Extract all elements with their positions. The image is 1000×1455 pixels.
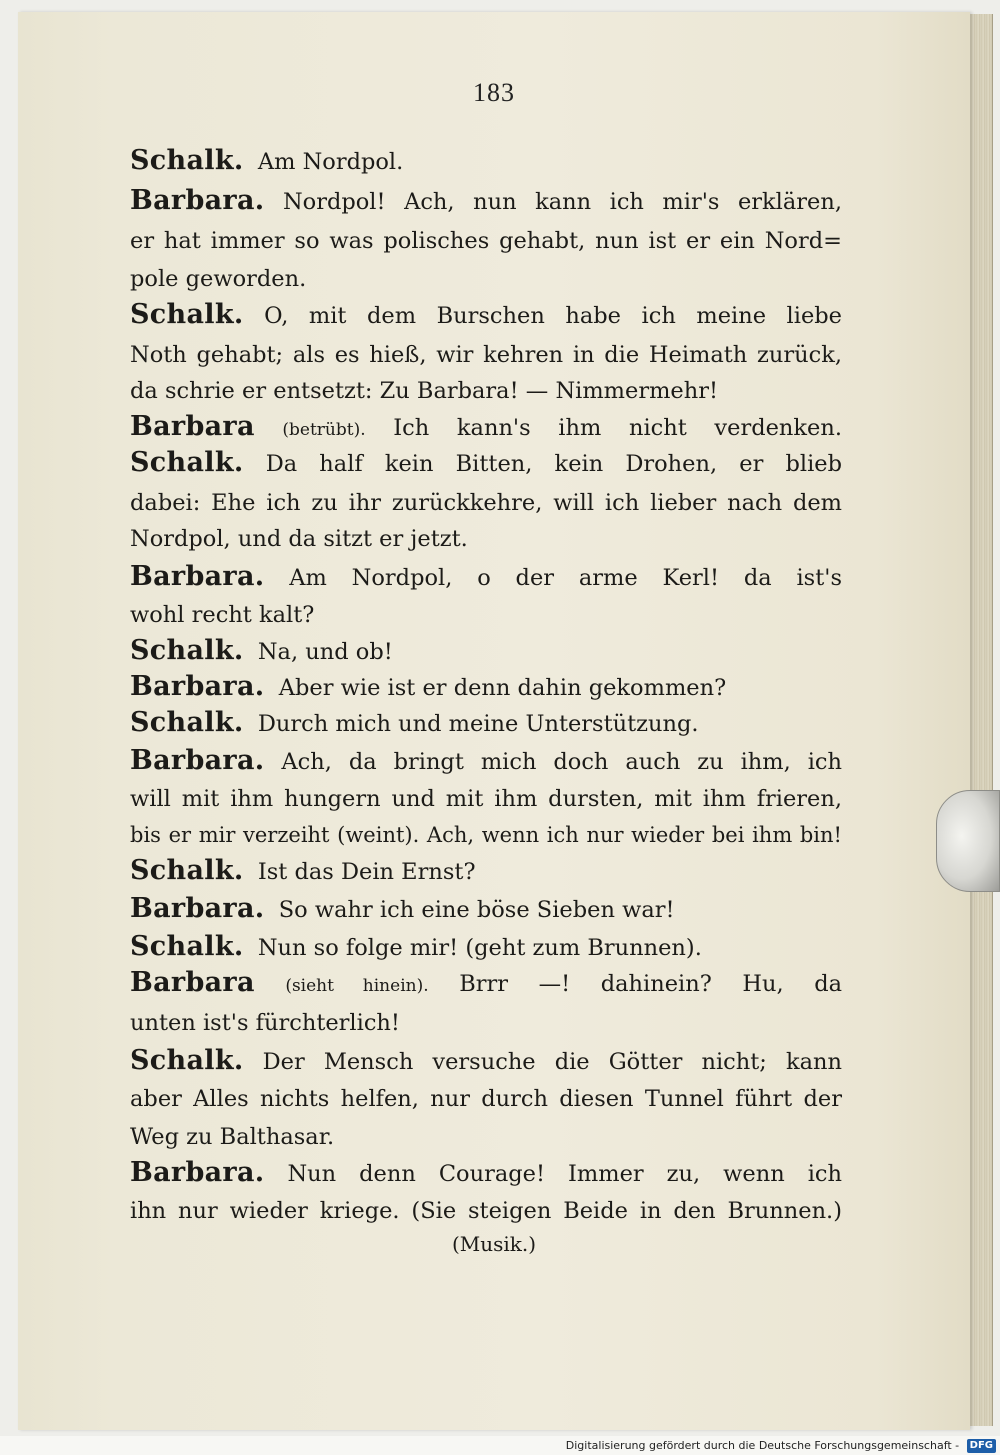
speaker-name: Barbara. <box>130 671 265 702</box>
line-text: O, mit dem Burschen habe ich meine liebe <box>264 303 842 329</box>
text-line <box>130 744 842 779</box>
book-page-edges <box>970 14 993 1426</box>
text-line <box>130 374 842 408</box>
text-line <box>130 144 842 179</box>
line-text: Durch mich und meine Unterstützung. <box>257 711 699 737</box>
text-line <box>130 522 842 556</box>
line-text: Der Mensch versuche die Götter nicht; kann <box>262 1049 842 1075</box>
speaker-name: Barbara. <box>130 185 265 216</box>
speaker-name: Barbara. <box>130 1157 265 1188</box>
line-text: Am Nordpol, o der arme Kerl! da ist's <box>289 565 842 591</box>
line-text: So wahr ich eine böse Sieben war! <box>278 897 675 923</box>
line-text: will mit ihm hungern und mit ihm dursten, mit ihm frieren, <box>130 786 842 812</box>
text-line <box>130 670 842 705</box>
line-text: wohl recht kalt? <box>130 602 315 628</box>
speaker-name: Schalk. <box>130 707 244 738</box>
line-text: bis er mir verzeiht (weint). Ach, wenn ich nur wieder bei ihm bin! <box>130 823 842 847</box>
text-line <box>130 298 842 333</box>
stage-direction: (sieht hinein). <box>285 976 429 996</box>
line-text: Nun so folge mir! (geht zum Brunnen). <box>257 935 702 961</box>
speaker-name: Schalk. <box>130 635 244 666</box>
speaker-name: Schalk. <box>130 855 244 886</box>
text-line <box>130 446 842 481</box>
dfg-logo: DFG <box>967 1439 996 1453</box>
line-text: Am Nordpol. <box>257 149 404 175</box>
text-line <box>130 782 842 816</box>
line-text: er hat immer so was polisches gehabt, nun ist er ein Nord= <box>130 228 842 254</box>
line-text: Brrr —! dahinein? Hu, da <box>459 971 843 997</box>
digitization-footer <box>0 1436 1000 1455</box>
line-text: Ach, da bringt mich doch auch zu ihm, ich <box>281 749 842 775</box>
text-line <box>130 892 842 927</box>
speaker-name: Schalk. <box>130 1045 244 1076</box>
music-cue: (Musik.) <box>451 1232 537 1256</box>
text-line <box>130 634 842 669</box>
speaker-name: Barbara <box>130 411 255 442</box>
line-text: aber Alles nichts helfen, nur durch diesen Tunnel führt der <box>130 1086 842 1112</box>
line-text: Da half kein Bitten, kein Drohen, er blieb <box>265 451 843 477</box>
text-line <box>130 706 842 741</box>
text-line <box>130 184 842 219</box>
speaker-name: Barbara. <box>130 745 265 776</box>
line-text: Na, und ob! <box>257 639 393 665</box>
text-line <box>130 410 842 447</box>
text-line <box>130 224 842 258</box>
line-text: ihn nur wieder kriege. (Sie steigen Beide in den Brunnen.) <box>130 1198 842 1224</box>
text-line <box>130 818 842 852</box>
line-text: Noth gehabt; als es hieß, wir kehren in die Heimath zurück, <box>130 342 842 368</box>
scanned-page <box>18 12 970 1430</box>
speaker-name: Schalk. <box>130 931 244 962</box>
line-text: Nordpol, und da sitzt er jetzt. <box>130 526 468 552</box>
line-text: pole geworden. <box>130 266 307 292</box>
line-text: Nordpol! Ach, nun kann ich mir's erklären, <box>282 189 843 215</box>
line-text: unten ist's fürchterlich! <box>130 1010 400 1036</box>
text-line <box>130 966 842 1003</box>
line-text: Ich kann's ihm nicht verdenken. <box>393 415 843 441</box>
line-text: dabei: Ehe ich zu ihr zurückkehre, will ich lieber nach dem <box>130 490 842 516</box>
page-clip <box>936 790 1000 892</box>
speaker-name: Barbara. <box>130 561 265 592</box>
line-text: Weg zu Balthasar. <box>130 1124 335 1150</box>
line-text: Ist das Dein Ernst? <box>257 859 476 885</box>
text-line <box>130 262 842 296</box>
text-line <box>130 854 842 889</box>
speaker-name: Barbara. <box>130 893 265 924</box>
text-line <box>130 1006 842 1040</box>
text-line <box>130 560 842 595</box>
text-line <box>130 1044 842 1079</box>
speaker-name: Schalk. <box>130 299 244 330</box>
text-line <box>130 1194 842 1228</box>
text-line <box>130 338 842 372</box>
text-line <box>130 1082 842 1116</box>
stage-direction: (betrübt). <box>282 420 366 440</box>
text-line <box>130 1156 842 1191</box>
line-text: da schrie er entsetzt: Zu Barbara! — Nimmermehr! <box>130 378 719 404</box>
footer-text: Digitalisierung gefördert durch die Deutsche Forschungsgemeinschaft - <box>565 1439 960 1452</box>
speaker-name: Barbara <box>130 967 255 998</box>
line-text: Aber wie ist er denn dahin gekommen? <box>278 675 727 701</box>
text-line <box>130 1120 842 1154</box>
speaker-name: Schalk. <box>130 447 244 478</box>
text-line <box>130 930 842 965</box>
page-number: 183 <box>473 78 515 107</box>
text-line <box>130 486 842 520</box>
line-text: Nun denn Courage! Immer zu, wenn ich <box>287 1161 843 1187</box>
text-line <box>130 598 842 632</box>
speaker-name: Schalk. <box>130 145 244 176</box>
